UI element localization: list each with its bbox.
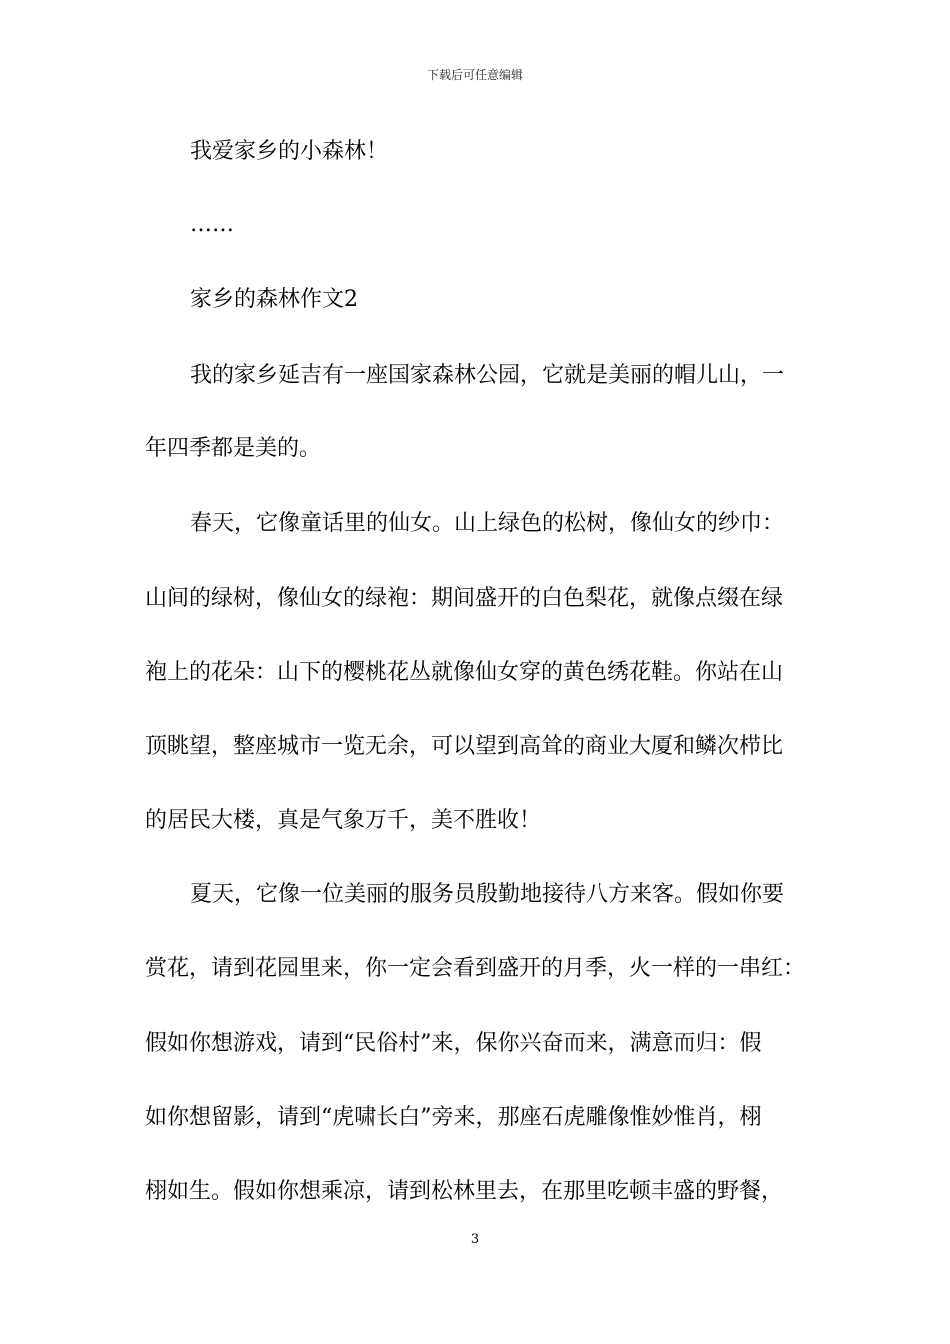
text-line: 春天，它像童话里的仙女。山上绿色的松树，像仙女的纱巾： [190,511,785,536]
text-line: 栩如生。假如你想乘凉，请到松林里去，在那里吃顿丰盛的野餐， [145,1179,784,1204]
text-line: …… [190,212,234,237]
text-line: 袍上的花朵：山下的樱桃花丛就像仙女穿的黄色绣花鞋。你站在山 [145,660,784,685]
text-line: 我的家乡延吉有一座国家森林公园，它就是美丽的帽儿山，一 [190,363,785,388]
text-line: 我爱家乡的小森林！ [190,139,389,164]
text-line: 的居民大楼，真是气象万千，美不胜收！ [145,808,542,833]
text-line: 假如你想游戏，请到“民俗村”来，保你兴奋而来，满意而归：假 [145,1031,762,1056]
text-line: 顶眺望，整座城市一览无余，可以望到高耸的商业大厦和鳞次栉比 [145,734,784,759]
page-number: 3 [470,1232,480,1247]
text-line: 夏天，它像一位美丽的服务员殷勤地接待八方来客。假如你要 [190,882,785,907]
section-heading: 家乡的森林作文2 [190,287,358,312]
text-line: 山间的绿树，像仙女的绿袍：期间盛开的白色梨花，就像点缀在绿 [145,586,784,611]
page-header: 下载后可任意编辑 [426,68,523,82]
text-line: 赏花，请到花园里来，你一定会看到盛开的月季，火一样的一串红： [145,956,806,981]
text-line: 年四季都是美的。 [145,436,322,461]
text-line: 如你想留影，请到“虎啸长白”旁来，那座石虎雕像惟妙惟肖，栩 [145,1105,762,1130]
